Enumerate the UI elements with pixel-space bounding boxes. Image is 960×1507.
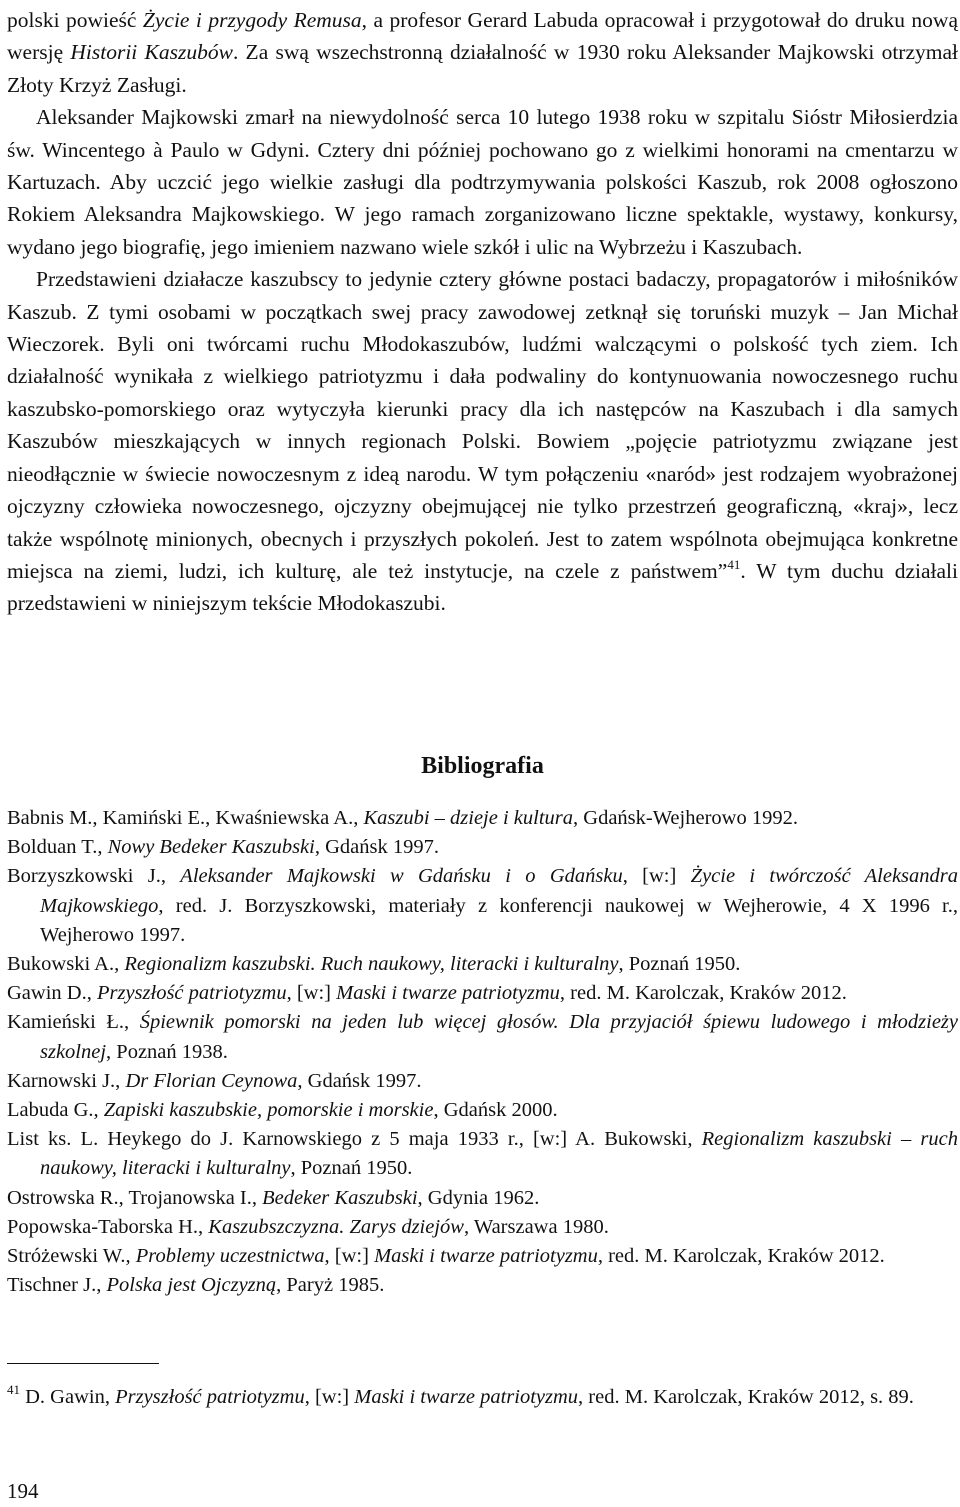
italic-span: Maski i twarze patriotyzmu (374, 1245, 598, 1268)
bibliography-entry (7, 1242, 958, 1271)
page (7, 0, 958, 1503)
italic-span: Maski i twarze patriotyzmu (336, 982, 560, 1005)
bibliography-entry (7, 862, 958, 950)
italic-span: Problemy uczestnictwa (135, 1245, 325, 1268)
italic-span: Kaszubi – dzieje i kultura (363, 807, 574, 829)
text-span: Borzyszkowski J., (7, 865, 181, 888)
text-span: Labuda G., (7, 1099, 104, 1122)
text-span: Kamieński Ł., (7, 1011, 140, 1034)
italic-span: Zapiski kaszubskie, pomorskie i morskie (103, 1099, 434, 1122)
text-span: . W tym duchu działali przedstawieni w niniejszym tekście Młodokaszubi. (7, 558, 958, 616)
footnote-reference: 41 (727, 556, 741, 572)
text-span: , [w:] (324, 1245, 375, 1268)
bibliography-entry (7, 1008, 958, 1066)
bibliography-heading: Bibliografia (421, 753, 544, 779)
text-span: , Poznań 1938. (106, 1040, 228, 1063)
italic-span: Kaszubszczyzna. Zarys dziejów (208, 1215, 464, 1238)
body-text (7, 0, 958, 620)
italic-span: Życie i twórczość Aleksandra Majkowskiego (40, 865, 958, 917)
footnote (7, 1382, 958, 1412)
text-span: , red. M. Karolczak, Kraków 2012. (597, 1245, 885, 1268)
text-span: List ks. L. Heykego do J. Karnowskiego z 5 maja 1933 r., [w:] A. Bukowski, (7, 1128, 702, 1151)
text-span: , Gdańsk-Wejherowo 1992. (573, 807, 798, 829)
italic-span: Maski i twarze patriotyzmu (354, 1386, 579, 1408)
bibliography-entry (7, 1125, 958, 1183)
text-span: , [w:] (286, 982, 337, 1005)
text-span: Karnowski J., (7, 1069, 126, 1092)
body-paragraph (7, 105, 958, 259)
italic-span: Dr Florian Ceynowa (125, 1069, 298, 1092)
text-span: , Gdańsk 1997. (314, 836, 439, 859)
body-paragraph (7, 267, 958, 615)
text-span: , red. J. Borzyszkowski, materiały z konferencji naukowej w Wejherowie, 4 X 1996 r., Wejherowo 1997. (40, 894, 958, 946)
text-span: Gawin D., (7, 982, 97, 1005)
bibliography-entry (7, 1271, 958, 1300)
text-span: polski powieść (7, 8, 143, 32)
text-span: , a profesor Gerard Labuda opracował i przygotował do druku nową wersję (7, 8, 958, 65)
body-paragraph (7, 8, 958, 97)
italic-span: Regionalizm kaszubski – ruch naukowy, literacki i kulturalny (40, 1128, 958, 1180)
bibliography-entry (7, 950, 958, 979)
text-span: Babnis M., Kamiński E., Kwaśniewska A., (7, 807, 364, 829)
text-span: , Gdańsk 1997. (297, 1069, 422, 1092)
text-span: Tischner J., (7, 1274, 107, 1297)
italic-span: Przyszłość patriotyzmu (96, 982, 287, 1005)
italic-span: Regionalizm kaszubski. Ruch naukowy, literacki i kulturalny (124, 953, 619, 976)
text-span: , Poznań 1950. (290, 1157, 413, 1180)
text-span: , red. M. Karolczak, Kraków 2012. (559, 982, 847, 1005)
text-span: , [w:] (304, 1386, 355, 1408)
text-span: , Poznań 1950. (618, 953, 741, 976)
text-span: , [w:] (622, 865, 691, 888)
italic-span: Bedeker Kaszubski (262, 1186, 418, 1209)
bibliography-entry (7, 833, 958, 862)
italic-span: Polska jest Ojczyzną (106, 1274, 277, 1297)
text-span: , Paryż 1985. (276, 1274, 385, 1297)
footnote-text (20, 1386, 914, 1408)
italic-span: Nowy Bedeker Kaszubski (107, 836, 315, 859)
bibliography-entry (7, 1184, 958, 1213)
page-number: 194 (7, 1479, 39, 1503)
bibliography-entry (7, 1096, 958, 1125)
text-span: Stróżewski W., (7, 1245, 136, 1268)
italic-span: Przyszłość patriotyzmu (115, 1386, 305, 1408)
italic-span: Śpiewnik pomorski na jeden lub więcej głosów. Dla przyjaciół śpiewu ludowego i młodzieży szkolnej (40, 1011, 958, 1063)
text-span: . Za swą wszechstronną działalność w 1930 roku Aleksander Majkowski otrzymał Złoty Krzyż Zasługi. (7, 40, 958, 97)
text-span: , Gdynia 1962. (417, 1186, 540, 1209)
text-span: Ostrowska R., Trojanowska I., (7, 1186, 263, 1209)
bibliography-entry (7, 1213, 958, 1242)
text-span: , red. M. Karolczak, Kraków 2012, s. 89. (578, 1386, 914, 1408)
bibliography-entry (7, 979, 958, 1008)
bibliography-list (7, 804, 958, 1300)
bibliography-entry (7, 1067, 958, 1096)
italic-span: Aleksander Majkowski w Gdańsku i o Gdańsku (180, 865, 623, 888)
footnote-number: 41 (7, 1382, 20, 1397)
italic-span: Historii Kaszubów (70, 40, 233, 65)
text-span: Bolduan T., (7, 836, 108, 859)
italic-span: Życie i przygody Remusa (142, 8, 362, 32)
text-span: Popowska-Taborska H., (7, 1215, 209, 1238)
text-span: Bukowski A., (7, 953, 125, 976)
text-span: , Gdańsk 2000. (433, 1099, 558, 1122)
footnote-separator (7, 1363, 159, 1364)
text-span: , Warszawa 1980. (463, 1215, 609, 1238)
text-span: D. Gawin, (20, 1386, 116, 1408)
bibliography-entry (7, 804, 958, 833)
text-span: Aleksander Majkowski zmarł na niewydolność serca 10 lutego 1938 roku w szpitalu Sióstr Miłosierdzia św. Wincentego à Paulo w Gdyni. Cztery dni później pochowano go z wielkimi honorami na cmentarzu w Kartuzach. Aby uczcić jego wielkie zasługi dla podtrzymywania polskości Kaszub, rok 2008 ogłoszono Rokiem Aleksandra Majkowskiego. W jego ramach zorganizowano liczne spektakle, wystawy, konkursy, wydano jego biografię, jego imieniem nazwano wiele szkół i ulic na Wybrzeżu i Kaszubach. (7, 105, 958, 259)
text-span: Przedstawieni działacze kaszubscy to jedynie cztery główne postaci badaczy, propagatorów i miłośników Kaszub. Z tymi osobami w początkach swej pracy zawodowej zetknął się toruński muzyk – Jan Michał Wieczorek. Byli oni twórcami ruchu Młodokaszubów, ludźmi walczącymi o polskość tych ziem. Ich działalność wynikała z wielkiego patriotyzmu i dała podwaliny do kontynuowania nowoczesnego ruchu kaszubsko-pomorskiego oraz wytyczyła kierunki pracy dla ich następców na Kaszubach i dla samych Kaszubów mieszkających w innych regionach Polski. Bowiem „pojęcie patriotyzmu związane jest nieodłącznie w świecie nowoczesnym z ideą narodu. W tym połączeniu «naród» jest rodzajem wyobrażonej ojczyzny człowieka nowoczesnego, ojczyzny obejmującej nie tylko przestrzeń geograficzną, «kraj», lecz także wspólnotę minionych, obecnych i przyszłych pokoleń. Jest to zatem wspólnota obejmująca konkretne miejsca na ziemi, ludzi, ich kulturę, ale też instytucje, na czele z państwem” (7, 267, 958, 583)
